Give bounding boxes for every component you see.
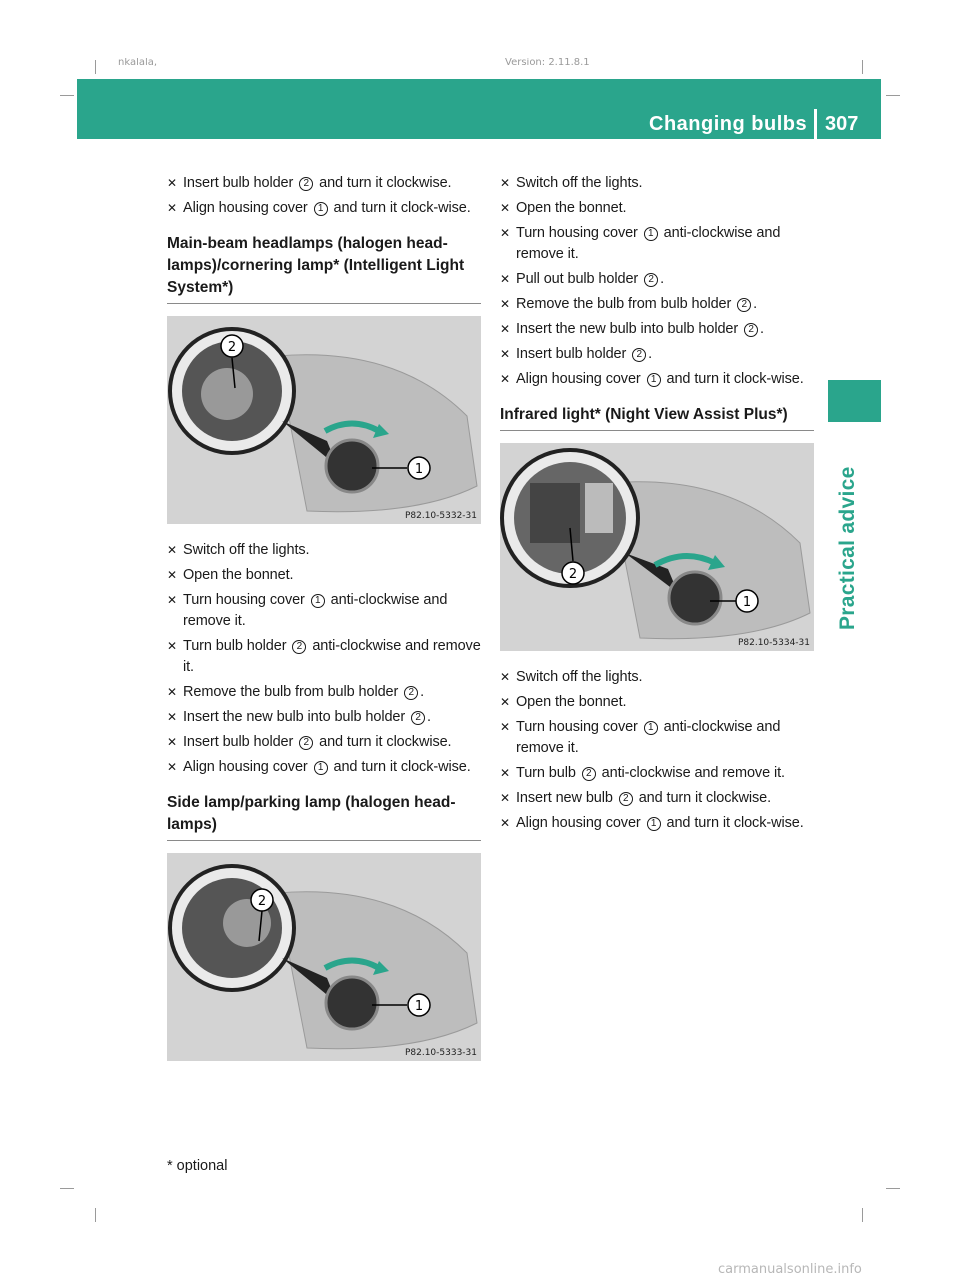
step-item [500, 344, 814, 365]
step-item [167, 590, 481, 632]
right-column [500, 173, 814, 838]
crop-mark [886, 95, 900, 96]
circled-number-icon: 2 [404, 686, 418, 700]
arrow-x-icon: ✕ [167, 735, 177, 749]
step-text: . [420, 684, 425, 700]
crop-mark [886, 1188, 900, 1189]
step-item [500, 369, 814, 390]
crop-mark [862, 60, 863, 74]
circled-number-icon: 2 [292, 640, 306, 654]
step-text: and turn it clock-wise. [329, 200, 471, 216]
figure-code: P82.10-5333-31 [404, 1048, 477, 1058]
step-text: Open the bonnet. [183, 567, 294, 583]
step-item [500, 717, 814, 759]
step-text: anti-clockwise and remove it. [597, 765, 785, 781]
step-text: Align housing cover [183, 200, 312, 216]
step-text: Turn bulb holder [183, 638, 291, 654]
headlamp-figure [167, 853, 481, 1061]
step-text: Insert the new bulb into bulb holder [516, 321, 743, 337]
headlamp-figure [500, 443, 814, 651]
circled-number-icon: 2 [644, 273, 658, 287]
circled-number-icon: 1 [314, 761, 328, 775]
arrow-x-icon: ✕ [167, 201, 177, 215]
section-heading: Side lamp/parking lamp (halogen head-lamps) [167, 792, 481, 841]
step-text: Insert new bulb [516, 790, 617, 806]
step-text: Switch off the lights. [516, 175, 643, 191]
step-text: . [427, 709, 431, 725]
step-text: Switch off the lights. [183, 542, 310, 558]
crop-mark [95, 60, 96, 74]
step-list [500, 667, 814, 834]
footnote: * optional [167, 1158, 228, 1174]
step-item [167, 757, 481, 778]
step-text: Open the bonnet. [516, 200, 627, 216]
figure-code: P82.10-5332-31 [404, 511, 477, 521]
circled-number-icon: 2 [619, 792, 633, 806]
circled-number-icon: 2 [744, 323, 758, 337]
headlamp-illustration [167, 853, 481, 1061]
circled-number-icon: 2 [632, 348, 646, 362]
circled-number-icon: 2 [737, 298, 751, 312]
callout-1: 1 [414, 462, 424, 477]
step-text: Turn bulb [516, 765, 580, 781]
crop-mark [862, 1208, 863, 1222]
step-text: Insert the new bulb into bulb holder [183, 709, 410, 725]
step-item [167, 682, 481, 703]
step-text: Pull out bulb holder [516, 271, 643, 287]
step-text: and turn it clockwise. [634, 790, 772, 806]
section-tab [828, 380, 881, 422]
callout-1: 1 [742, 595, 752, 610]
step-text: Align housing cover [516, 815, 645, 831]
crop-mark [95, 1208, 96, 1222]
arrow-x-icon: ✕ [500, 372, 510, 386]
circled-number-icon: 1 [644, 721, 658, 735]
step-text: and turn it clock-wise. [329, 759, 471, 775]
step-item [500, 788, 814, 809]
step-text: and turn it clockwise. [315, 175, 452, 191]
crop-mark [60, 95, 74, 96]
arrow-x-icon: ✕ [167, 760, 177, 774]
arrow-x-icon: ✕ [500, 322, 510, 336]
step-text: Align housing cover [516, 371, 645, 387]
step-text: . [648, 346, 653, 362]
circled-number-icon: 2 [299, 736, 313, 750]
arrow-x-icon: ✕ [500, 670, 510, 684]
step-text: . [760, 321, 764, 337]
section-heading: Infrared light* (Night View Assist Plus*) [500, 404, 814, 431]
arrow-x-icon: ✕ [500, 201, 510, 215]
step-text: and turn it clock-wise. [662, 371, 804, 387]
callout-2: 2 [257, 894, 267, 909]
step-list [500, 173, 814, 390]
step-text: Insert bulb holder [183, 734, 298, 750]
step-item [167, 540, 481, 561]
step-item [167, 732, 481, 753]
figure-code: P82.10-5334-31 [737, 638, 810, 648]
chapter-title: Changing bulbs [649, 113, 808, 135]
step-item [500, 813, 814, 834]
watermark: carmanualsonline.info [718, 1262, 862, 1277]
circled-number-icon: 1 [311, 594, 325, 608]
step-list [167, 540, 481, 778]
step-text: Switch off the lights. [516, 669, 643, 685]
arrow-x-icon: ✕ [167, 543, 177, 557]
step-text: anti-clockwise and remove it. [183, 592, 448, 629]
left-column [167, 173, 481, 1077]
step-text: anti-clockwise and remove it. [516, 225, 781, 262]
arrow-x-icon: ✕ [500, 272, 510, 286]
step-item [167, 636, 481, 678]
top-meta-left: nkalala, [118, 58, 158, 68]
step-item [167, 173, 481, 194]
arrow-x-icon: ✕ [167, 176, 177, 190]
headlamp-figure [167, 316, 481, 524]
step-text: Remove the bulb from bulb holder [516, 296, 736, 312]
step-item [500, 667, 814, 688]
circled-number-icon: 2 [582, 767, 596, 781]
circled-number-icon: 2 [299, 177, 313, 191]
arrow-x-icon: ✕ [167, 639, 177, 653]
step-text: Turn housing cover [183, 592, 309, 608]
headlamp-illustration [500, 443, 814, 651]
step-text: Turn housing cover [516, 719, 642, 735]
arrow-x-icon: ✕ [167, 685, 177, 699]
page-header [77, 79, 881, 139]
callout-1: 1 [414, 999, 424, 1014]
step-text: and turn it clockwise. [315, 734, 452, 750]
step-text: anti-clockwise and remove it. [183, 638, 481, 675]
step-item [500, 692, 814, 713]
step-item [500, 319, 814, 340]
circled-number-icon: 1 [647, 817, 661, 831]
arrow-x-icon: ✕ [500, 176, 510, 190]
arrow-x-icon: ✕ [500, 297, 510, 311]
step-text: Turn housing cover [516, 225, 642, 241]
step-item [167, 565, 481, 586]
step-text: Insert bulb holder [183, 175, 298, 191]
step-item [500, 173, 814, 194]
section-label: Practical advice [836, 466, 859, 630]
step-item [500, 198, 814, 219]
arrow-x-icon: ✕ [500, 816, 510, 830]
circled-number-icon: 1 [644, 227, 658, 241]
step-text: Align housing cover [183, 759, 312, 775]
circled-number-icon: 1 [314, 202, 328, 216]
step-item [500, 763, 814, 784]
step-text: and turn it clock-wise. [662, 815, 804, 831]
headlamp-illustration [167, 316, 481, 524]
step-item [500, 223, 814, 265]
page-number: 307 [825, 113, 859, 135]
step-text: Remove the bulb from bulb holder [183, 684, 403, 700]
arrow-x-icon: ✕ [500, 791, 510, 805]
arrow-x-icon: ✕ [500, 720, 510, 734]
step-text: anti-clockwise and remove it. [516, 719, 781, 756]
arrow-x-icon: ✕ [167, 568, 177, 582]
step-text: Insert bulb holder [516, 346, 631, 362]
step-text: . [753, 296, 758, 312]
arrow-x-icon: ✕ [500, 695, 510, 709]
circled-number-icon: 2 [411, 711, 425, 725]
header-separator [814, 109, 817, 139]
step-text: . [660, 271, 665, 287]
callout-2: 2 [568, 567, 578, 582]
crop-mark [60, 1188, 74, 1189]
callout-2: 2 [227, 340, 237, 355]
step-item [167, 707, 481, 728]
step-item [500, 269, 814, 290]
step-item [167, 198, 481, 219]
arrow-x-icon: ✕ [167, 710, 177, 724]
circled-number-icon: 1 [647, 373, 661, 387]
arrow-x-icon: ✕ [500, 347, 510, 361]
step-list [167, 173, 481, 219]
top-meta-right: Version: 2.11.8.1 [505, 58, 590, 68]
section-heading: Main-beam headlamps (halogen head-lamps)/cornering lamp* (Intelligent Light System*) [167, 233, 481, 304]
arrow-x-icon: ✕ [167, 593, 177, 607]
arrow-x-icon: ✕ [500, 226, 510, 240]
arrow-x-icon: ✕ [500, 766, 510, 780]
step-text: Open the bonnet. [516, 694, 627, 710]
step-item [500, 294, 814, 315]
